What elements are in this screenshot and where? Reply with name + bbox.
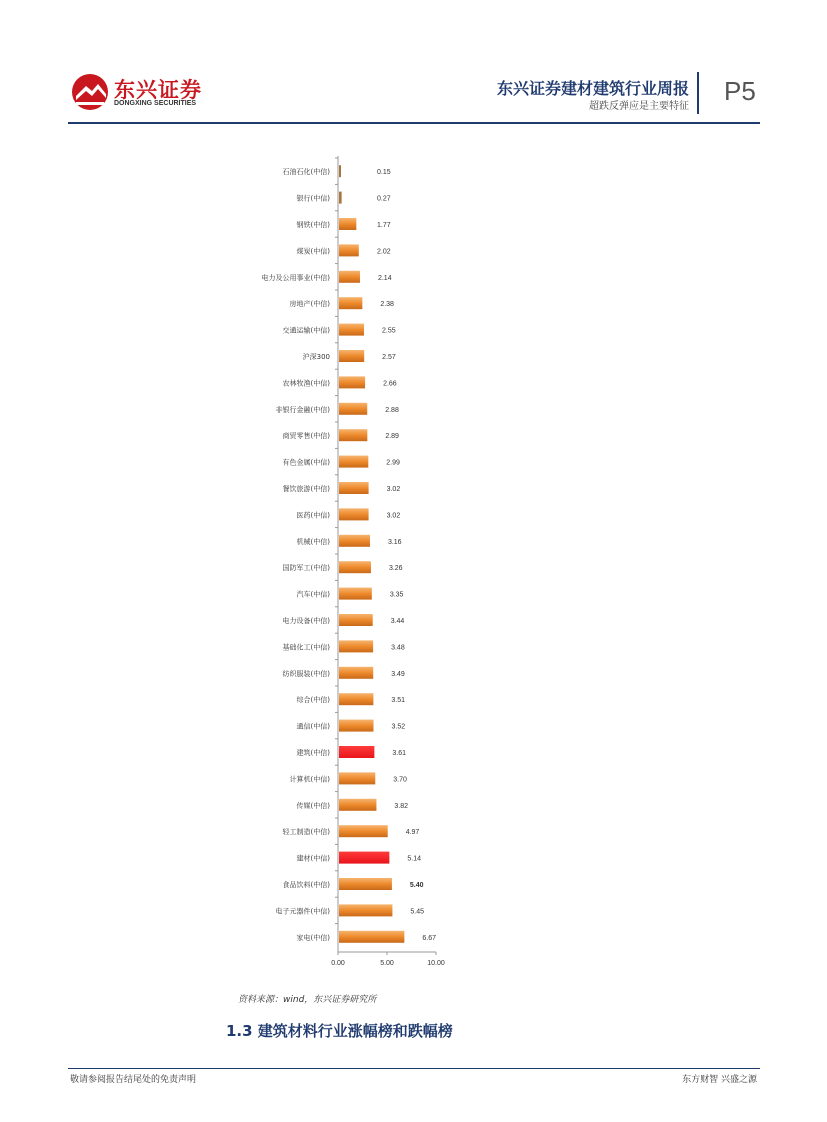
category-label: 建筑(中信) [296, 749, 330, 757]
value-label: 5.14 [407, 855, 421, 863]
category-label: 传媒(中信) [296, 801, 330, 810]
value-label: 3.02 [386, 486, 401, 493]
bar [339, 297, 362, 309]
value-label: 3.51 [391, 697, 406, 705]
category-label: 商贸零售(中信) [282, 432, 330, 441]
category-label: 汽车(中信) [296, 590, 330, 599]
value-label: 3.16 [387, 538, 402, 546]
value-label: 2.66 [383, 380, 397, 388]
category-label: 餐饮旅游(中信) [282, 485, 330, 493]
value-label: 4.97 [405, 829, 420, 837]
bar [339, 535, 370, 547]
value-label: 3.35 [389, 591, 404, 599]
bar [339, 561, 371, 573]
category-label: 石油石化(中信) [282, 168, 330, 177]
header-rule [68, 122, 760, 124]
category-label: 建材(中信) [296, 854, 330, 863]
value-label: 2.14 [377, 274, 392, 282]
footer-slogan: 东方财智 兴盛之源 [682, 1075, 757, 1085]
section-heading: 1.3 建筑材料行业涨幅榜和跌幅榜 [226, 1022, 453, 1040]
bar [339, 667, 373, 679]
category-label: 电子元器件(中信) [275, 907, 330, 916]
category-label: 计算机(中信) [289, 775, 330, 784]
x-tick-label: 0.00 [331, 960, 345, 967]
bar [339, 931, 404, 943]
category-label: 电力设备(中信) [282, 617, 330, 625]
value-label: 2.02 [377, 248, 391, 256]
footer-disclaimer: 敬请参阅报告结尾处的免责声明 [70, 1075, 197, 1085]
category-label: 交通运输(中信) [282, 326, 330, 335]
bar [339, 508, 369, 520]
bar [339, 324, 364, 336]
value-label: 2.55 [381, 327, 396, 335]
value-label: 2.89 [385, 433, 399, 441]
category-label: 电力及公用事业(中信) [261, 273, 330, 282]
value-label: 3.61 [392, 750, 407, 757]
bar [339, 693, 373, 705]
bar [339, 403, 367, 415]
category-label: 医药(中信) [296, 511, 330, 520]
value-label: 3.52 [391, 723, 406, 731]
value-label: 2.38 [380, 301, 394, 309]
value-label: 0.27 [377, 195, 391, 203]
logo-chinese-text: 东兴证券 [114, 78, 202, 102]
footer-rule [68, 1068, 760, 1069]
bar [339, 904, 392, 916]
category-label: 银行(中信) [296, 194, 330, 203]
value-label: 3.44 [390, 618, 405, 625]
source-note: 资料来源：wind，东兴证券研究所 [238, 995, 377, 1005]
logo-mark-icon [70, 72, 110, 112]
category-label: 房地产(中信) [289, 300, 330, 309]
category-label: 有色金属(中信) [282, 458, 330, 467]
category-label: 纺织服装(中信) [282, 669, 330, 678]
category-label: 农林牧渔(中信) [282, 379, 330, 388]
logo-english-text: DONGXING SECURITIES [114, 100, 197, 107]
value-label: 3.02 [386, 512, 401, 520]
bar [339, 640, 373, 652]
x-tick-label: 10.00 [427, 960, 445, 967]
bar [339, 588, 372, 600]
value-label: 3.48 [391, 644, 405, 652]
report-subtitle: 超跌反弹应是主要特征 [589, 101, 689, 112]
x-tick-label: 5.00 [380, 960, 394, 967]
bar [339, 482, 369, 494]
bar [339, 271, 360, 283]
page-number: P5 [724, 76, 756, 106]
bar [339, 614, 373, 626]
category-label: 通信(中信) [296, 722, 330, 731]
value-label: 0.15 [377, 169, 391, 177]
value-label: 3.26 [388, 565, 403, 573]
report-title: 东兴证券建材建筑行业周报 [496, 79, 689, 98]
bar [339, 244, 359, 256]
category-label: 国防军工(中信) [282, 564, 330, 573]
category-label: 非银行金融(中信) [275, 405, 330, 414]
value-label: 2.99 [386, 459, 400, 467]
bar [339, 772, 375, 784]
bar [339, 165, 341, 177]
value-label: 2.57 [382, 354, 396, 361]
header-divider [697, 72, 699, 114]
logo [70, 72, 210, 112]
value-label: 5.40 [409, 882, 424, 889]
category-label: 煤炭(中信) [296, 247, 330, 256]
bar [339, 878, 392, 890]
category-label: 沪深300 [302, 353, 330, 361]
value-label: 3.49 [391, 670, 405, 678]
bar [339, 720, 373, 732]
category-label: 食品饮料(中信) [282, 881, 330, 889]
value-label: 2.88 [385, 406, 399, 414]
bar [339, 218, 356, 230]
bar [339, 350, 364, 362]
bar-highlight [339, 852, 389, 864]
value-label: 3.82 [394, 802, 409, 810]
value-label: 3.70 [393, 776, 407, 784]
category-label: 家电(中信) [296, 933, 330, 942]
bar [339, 429, 367, 441]
value-label: 6.67 [422, 934, 436, 942]
category-label: 机械(中信) [296, 537, 330, 546]
category-label: 钢铁(中信) [296, 221, 330, 229]
value-label: 5.45 [410, 908, 425, 916]
category-label: 轻工制造(中信) [282, 828, 330, 837]
bar [339, 192, 342, 204]
category-label: 基础化工(中信) [282, 643, 330, 652]
category-label: 综合(中信) [296, 696, 330, 705]
bar-highlight [339, 746, 374, 758]
value-label: 1.77 [377, 222, 391, 229]
industry-return-bar-chart [235, 155, 465, 970]
bar [339, 799, 376, 811]
bar [339, 825, 388, 837]
bar [339, 376, 365, 388]
bar [339, 456, 368, 468]
